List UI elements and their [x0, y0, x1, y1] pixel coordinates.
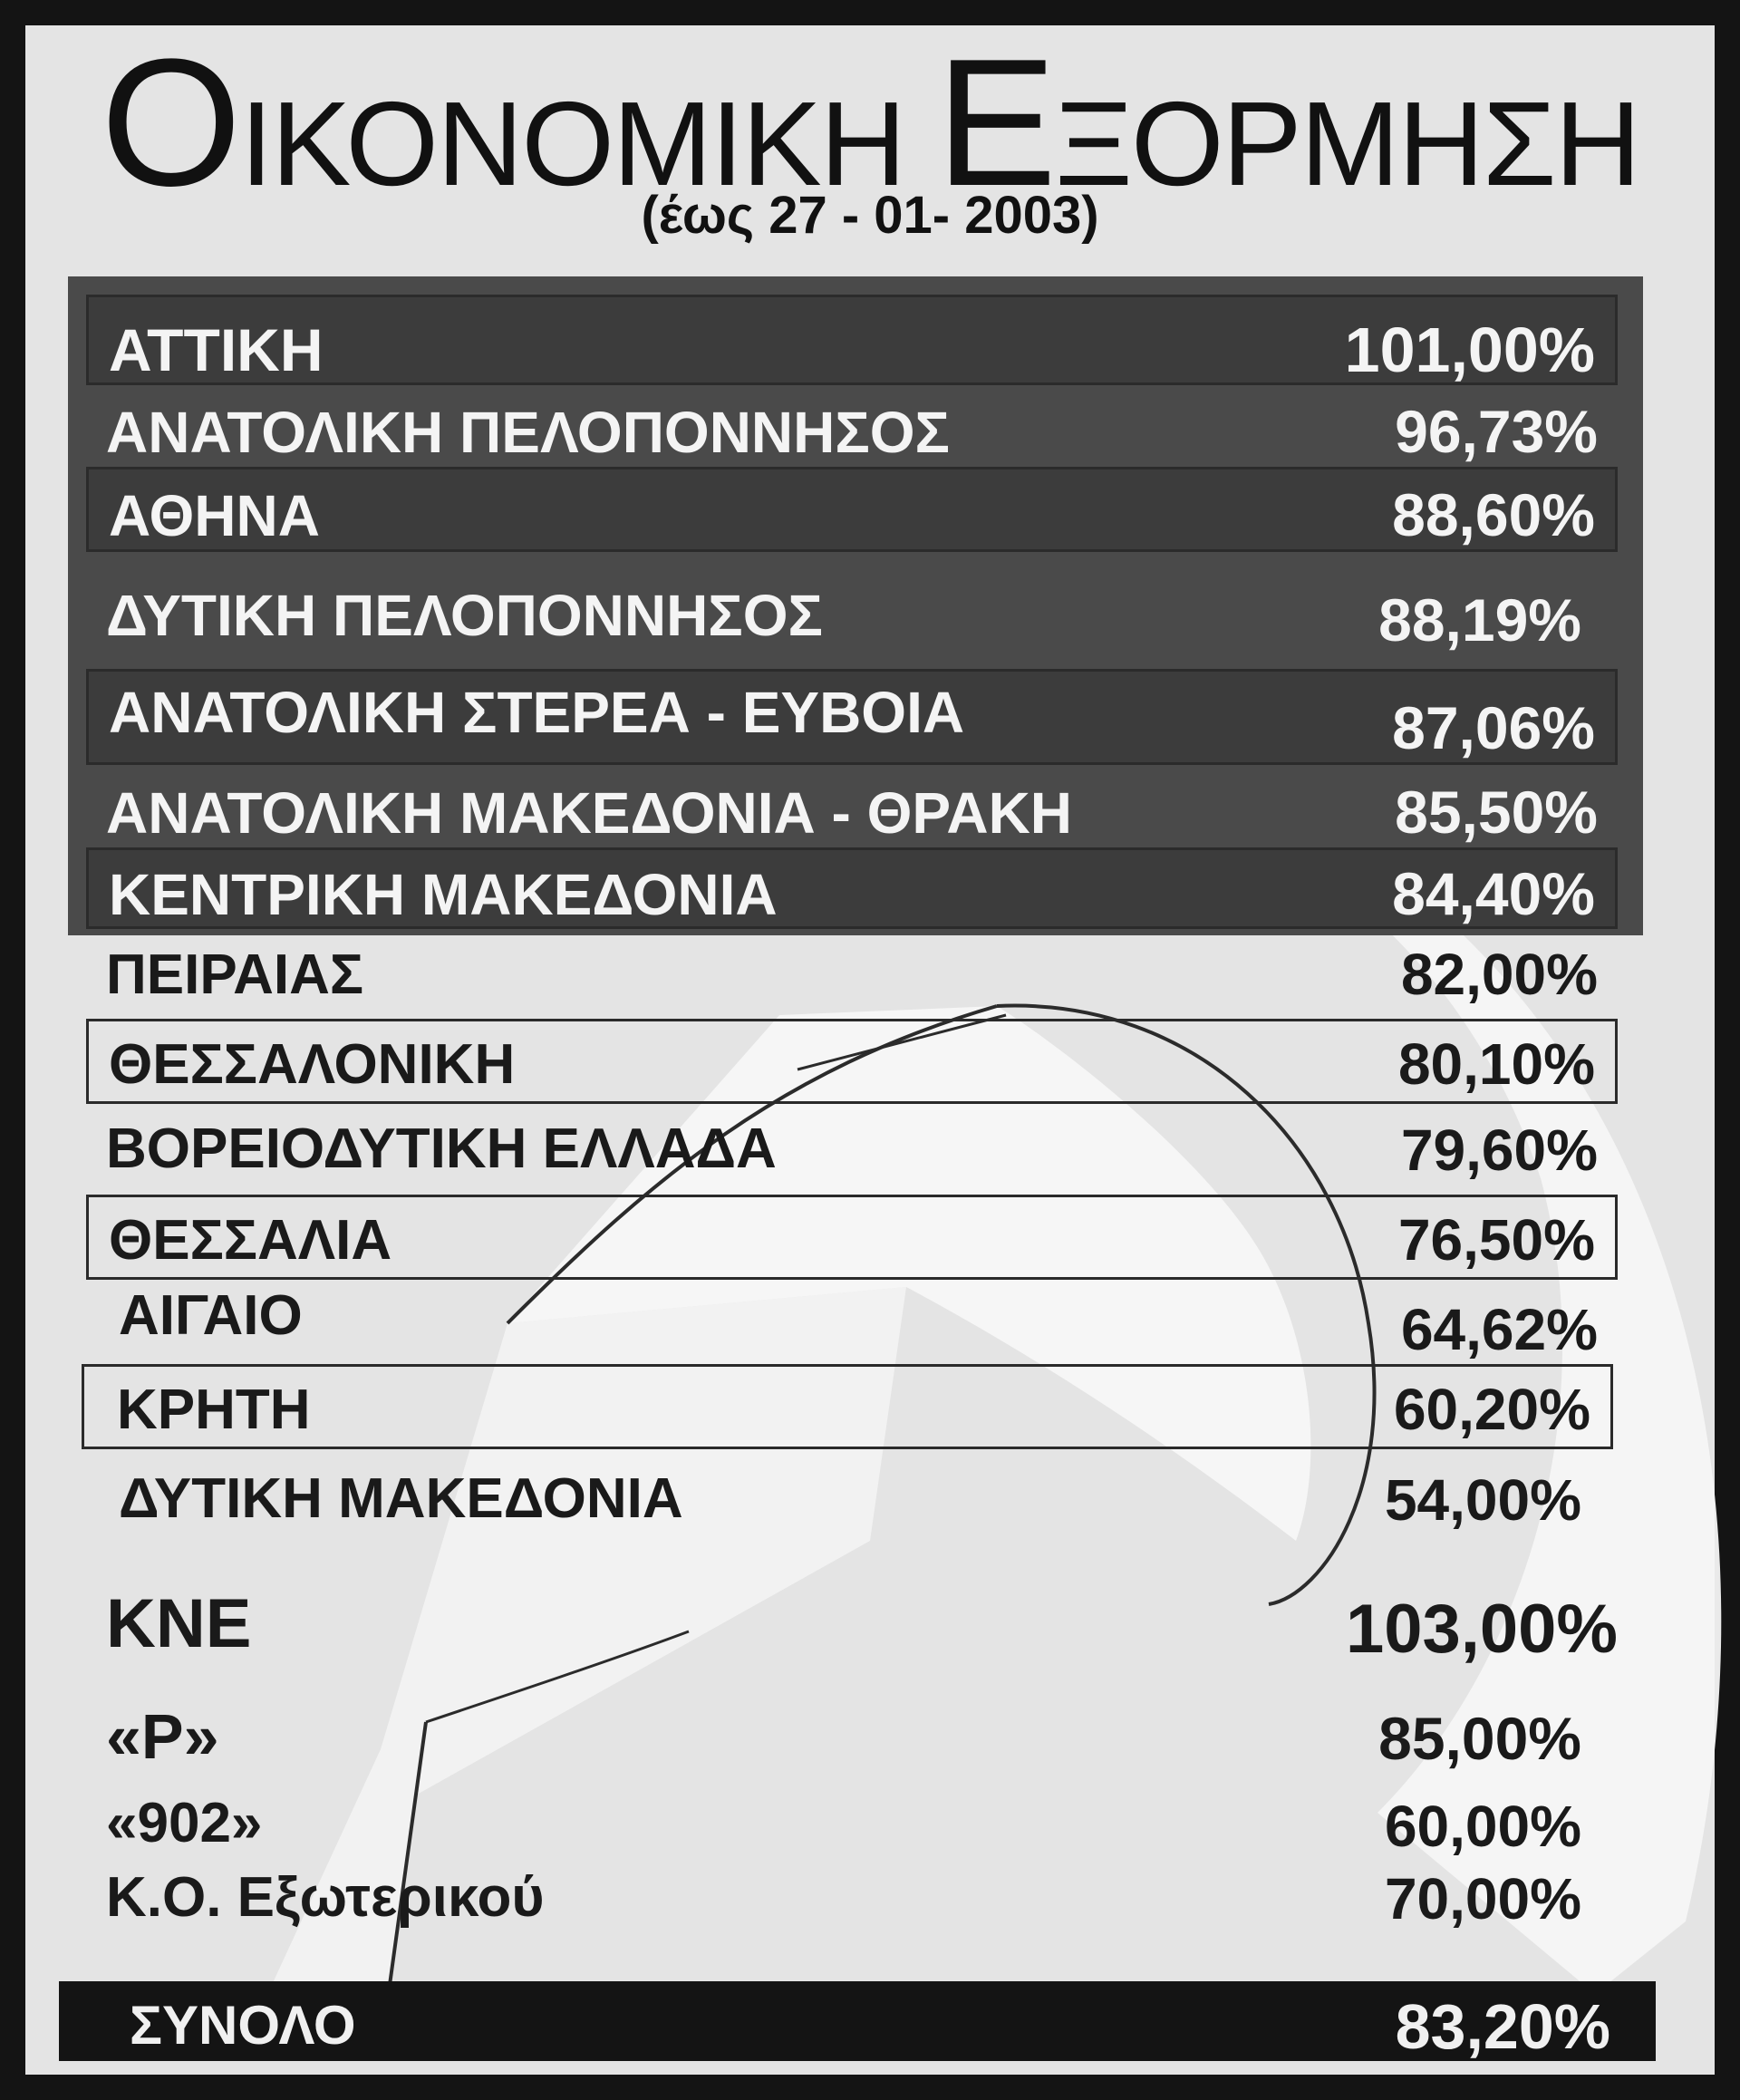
other-value: 60,00% [1384, 1794, 1581, 1859]
region-row [86, 467, 1618, 552]
other-name: Κ.Ο. Εξωτερικού [106, 1866, 545, 1929]
region-name: ΘΕΣΣΑΛΙΑ [109, 1209, 392, 1272]
region-value: 88,60% [1392, 481, 1595, 548]
region-value: 80,10% [1397, 1031, 1595, 1097]
region-row [86, 847, 1618, 929]
region-row [86, 295, 1618, 385]
title-initial-o: Ο [101, 22, 240, 224]
region-name: ΚΕΝΤΡΙΚΗ ΜΑΚΕΔΟΝΙΑ [109, 862, 778, 927]
region-name: ΑΙΓΑΙΟ [119, 1284, 303, 1347]
region-value: 85,50% [1395, 779, 1598, 846]
other-name: «902» [106, 1792, 263, 1854]
region-name: ΠΕΙΡΑΙΑΣ [106, 944, 364, 1006]
other-name: «Ρ» [106, 1701, 219, 1772]
region-value: 54,00% [1384, 1467, 1581, 1533]
other-name: ΚΝΕ [106, 1585, 252, 1662]
region-name: ΑΝΑΤΟΛΙΚΗ ΜΑΚΕΔΟΝΙΑ - ΘΡΑΚΗ [106, 780, 1072, 846]
region-value: 64,62% [1400, 1297, 1598, 1362]
other-row [86, 1787, 1618, 1860]
region-value: 79,60% [1400, 1118, 1598, 1183]
region-row [86, 1019, 1618, 1104]
region-row [86, 934, 1618, 1015]
region-value: 87,06% [1392, 694, 1595, 761]
other-value: 85,00% [1378, 1705, 1581, 1772]
total-label: ΣΥΝΟΛΟ [130, 1995, 356, 2056]
region-name: ΚΡΗΤΗ [117, 1379, 311, 1441]
page-subtitle: (έως 27 - 01- 2003) [641, 186, 1099, 245]
region-value: 96,73% [1395, 398, 1598, 465]
region-row [86, 569, 1618, 660]
title-word-2: ΞΟΡΜΗΣΗ [1055, 77, 1639, 210]
other-row [86, 1695, 1618, 1785]
region-name: ΑΤΤΙΚΗ [109, 316, 324, 383]
region-row [86, 1108, 1618, 1189]
region-value: 84,40% [1392, 860, 1595, 927]
region-name: ΑΝΑΤΟΛΙΚΗ ΠΕΛΟΠΟΝΝΗΣΟΣ [106, 400, 950, 465]
region-row [82, 1364, 1613, 1449]
other-row [86, 1577, 1618, 1677]
region-value: 82,00% [1400, 942, 1598, 1007]
other-value: 70,00% [1384, 1866, 1581, 1931]
region-row [86, 1195, 1618, 1280]
title-initial-e: Ε [935, 22, 1056, 224]
region-name: ΔΥΤΙΚΗ ΜΑΚΕΔΟΝΙΑ [119, 1467, 683, 1530]
region-row [86, 1280, 1618, 1370]
region-row [86, 770, 1618, 852]
region-name: ΔΥΤΙΚΗ ΠΕΛΟΠΟΝΝΗΣΟΣ [106, 583, 823, 648]
total-row [59, 1981, 1656, 2061]
region-row [86, 388, 1618, 469]
region-value: 88,19% [1378, 586, 1581, 653]
region-name: ΑΝΑΤΟΛΙΚΗ ΣΤΕΡΕΑ - ΕΥΒΟΙΑ [109, 680, 965, 745]
region-value: 76,50% [1397, 1207, 1595, 1273]
title-word-1: ΙΚΟΝΟΜΙΚΗ [239, 77, 905, 210]
region-value: 101,00% [1344, 315, 1595, 385]
region-value: 60,20% [1393, 1377, 1590, 1442]
other-row [86, 1865, 1618, 1938]
region-name: ΑΘΗΝΑ [109, 483, 320, 548]
region-name: ΒΟΡΕΙΟΔΥΤΙΚΗ ΕΛΛΑΔΑ [106, 1118, 777, 1180]
region-row [86, 1457, 1618, 1539]
other-value: 103,00% [1345, 1591, 1618, 1668]
total-value: 83,20% [1395, 1991, 1610, 2062]
region-name: ΘΕΣΣΑΛΟΝΙΚΗ [109, 1033, 516, 1096]
region-row [86, 669, 1618, 765]
